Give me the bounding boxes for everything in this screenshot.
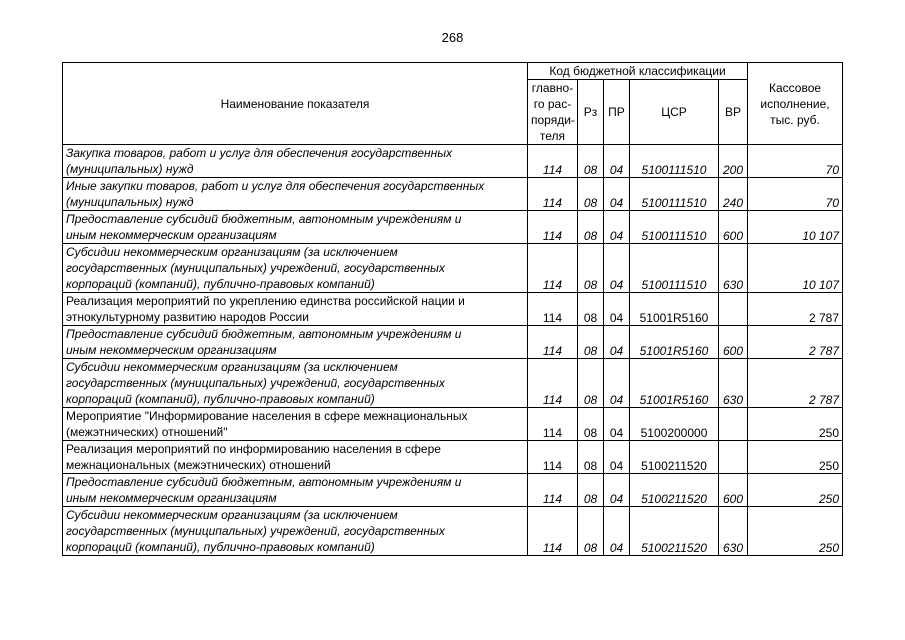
table-row (63, 408, 843, 441)
cell-csr: 51001R5160 (630, 293, 719, 326)
row-name-cell (63, 441, 528, 474)
cell-vr: 630 (719, 359, 748, 408)
cell-glavn: 114 (528, 145, 578, 178)
cell-pr: 04 (604, 441, 630, 474)
table-row (63, 507, 843, 556)
cell-pr: 04 (604, 474, 630, 507)
cell-glavn: 114 (528, 211, 578, 244)
cell-glavn: 114 (528, 507, 578, 556)
cell-glavn: 114 (528, 359, 578, 408)
row-name-cell (63, 474, 528, 507)
cell-amount: 250 (748, 408, 843, 441)
table-row (63, 326, 843, 359)
cell-pr: 04 (604, 178, 630, 211)
cell-rz: 08 (578, 211, 604, 244)
cell-vr: 600 (719, 474, 748, 507)
table-header (63, 63, 843, 145)
row-name-line: (межэтнических) отношений" (66, 425, 228, 439)
cell-csr: 5100111510 (630, 178, 719, 211)
row-name-cell (63, 408, 528, 441)
cell-vr: 630 (719, 507, 748, 556)
cell-glavn: 114 (528, 178, 578, 211)
row-name-line: Иные закупки товаров, работ и услуг для обеспечения государственных (66, 179, 485, 193)
glavn-header-line: поряди- (531, 113, 575, 127)
budget-table (62, 62, 843, 556)
glavn-header-line: го рас- (533, 97, 572, 111)
column-header-name: Наименование показателя (63, 63, 528, 145)
row-name-line: государственных (муниципальных) учреждений, государственных (66, 261, 445, 275)
cell-amount: 250 (748, 507, 843, 556)
row-name-cell (63, 244, 528, 293)
cell-amount: 70 (748, 145, 843, 178)
column-header-rz: Рз (578, 80, 604, 145)
row-name-cell (63, 326, 528, 359)
row-name-line: Субсидии некоммерческим организациям (за исключением (66, 508, 398, 522)
cell-rz: 08 (578, 441, 604, 474)
cell-glavn: 114 (528, 293, 578, 326)
cell-pr: 04 (604, 359, 630, 408)
row-name-line: Субсидии некоммерческим организациям (за исключением (66, 360, 398, 374)
amount-header-line: тыс. руб. (770, 112, 820, 127)
cell-pr: 04 (604, 326, 630, 359)
row-name-line: Предоставление субсидий бюджетным, автономным учреждениям и (66, 475, 462, 489)
cell-pr: 04 (604, 408, 630, 441)
table-body (63, 145, 843, 556)
row-name-line: (муниципальных) нужд (66, 195, 194, 209)
row-name-cell (63, 145, 528, 178)
amount-header-line: исполнение, (760, 96, 830, 111)
row-name-line: Закупка товаров, работ и услуг для обеспечения государственных (66, 146, 453, 160)
cell-rz: 08 (578, 359, 604, 408)
row-name-cell (63, 211, 528, 244)
cell-rz: 08 (578, 474, 604, 507)
table-row (63, 211, 843, 244)
cell-vr: 600 (719, 326, 748, 359)
cell-rz: 08 (578, 244, 604, 293)
cell-rz: 08 (578, 326, 604, 359)
cell-amount: 10 107 (748, 244, 843, 293)
row-name-line: этнокультурному развитию народов России (66, 310, 309, 324)
row-name-cell (63, 359, 528, 408)
cell-csr: 5100111510 (630, 244, 719, 293)
cell-amount: 2 787 (748, 293, 843, 326)
cell-csr: 5100111510 (630, 145, 719, 178)
row-name-line: Субсидии некоммерческим организациям (за исключением (66, 245, 398, 259)
table-row (63, 244, 843, 293)
cell-glavn: 114 (528, 441, 578, 474)
cell-amount: 2 787 (748, 359, 843, 408)
cell-vr: 200 (719, 145, 748, 178)
cell-pr: 04 (604, 244, 630, 293)
column-header-amount (748, 63, 843, 145)
amount-header-line: Кассовое (768, 80, 822, 95)
table-row (63, 474, 843, 507)
cell-vr (719, 408, 748, 441)
cell-pr: 04 (604, 507, 630, 556)
cell-amount: 250 (748, 441, 843, 474)
column-header-pr: ПР (604, 80, 630, 145)
row-name-line: Реализация мероприятий по информированию населения в сфере (66, 442, 441, 456)
cell-vr: 630 (719, 244, 748, 293)
cell-glavn: 114 (528, 244, 578, 293)
table-row (63, 145, 843, 178)
row-name-line: Реализация мероприятий по укреплению единства российской нации и (66, 294, 465, 308)
glavn-header-line: теля (539, 129, 566, 143)
cell-glavn: 114 (528, 474, 578, 507)
row-name-cell (63, 178, 528, 211)
cell-glavn: 114 (528, 326, 578, 359)
column-header-glavn (528, 80, 578, 145)
cell-vr (719, 293, 748, 326)
row-name-line: Предоставление субсидий бюджетным, автономным учреждениям и (66, 327, 462, 341)
row-name-line: Мероприятие "Информирование населения в сфере межнациональных (66, 409, 468, 423)
cell-csr: 5100200000 (630, 408, 719, 441)
cell-rz: 08 (578, 178, 604, 211)
cell-vr: 240 (719, 178, 748, 211)
cell-csr: 51001R5160 (630, 326, 719, 359)
row-name-line: иным некоммерческим организациям (66, 343, 277, 357)
cell-pr: 04 (604, 211, 630, 244)
column-header-code-group: Код бюджетной классификации (528, 63, 748, 80)
row-name-line: Предоставление субсидий бюджетным, автономным учреждениям и (66, 212, 462, 226)
row-name-line: корпораций (компаний), публично-правовых компаний) (66, 392, 375, 406)
row-name-cell (63, 507, 528, 556)
cell-vr (719, 441, 748, 474)
cell-csr: 5100211520 (630, 474, 719, 507)
cell-csr: 51001R5160 (630, 359, 719, 408)
row-name-line: иным некоммерческим организациям (66, 228, 277, 242)
cell-amount: 10 107 (748, 211, 843, 244)
cell-csr: 5100211520 (630, 507, 719, 556)
cell-amount: 70 (748, 178, 843, 211)
table-row (63, 293, 843, 326)
table-row (63, 359, 843, 408)
cell-rz: 08 (578, 293, 604, 326)
column-header-vr: ВР (719, 80, 748, 145)
cell-csr: 5100111510 (630, 211, 719, 244)
page-number: 268 (441, 30, 464, 45)
row-name-cell (63, 293, 528, 326)
row-name-line: корпораций (компаний), публично-правовых компаний) (66, 540, 375, 554)
cell-rz: 08 (578, 507, 604, 556)
table-row (63, 178, 843, 211)
row-name-line: государственных (муниципальных) учреждений, государственных (66, 376, 445, 390)
row-name-line: иным некоммерческим организациям (66, 491, 277, 505)
cell-csr: 5100211520 (630, 441, 719, 474)
table-row (63, 441, 843, 474)
row-name-line: корпораций (компаний), публично-правовых компаний) (66, 277, 375, 291)
cell-rz: 08 (578, 408, 604, 441)
cell-amount: 2 787 (748, 326, 843, 359)
cell-glavn: 114 (528, 408, 578, 441)
column-header-csr: ЦСР (630, 80, 719, 145)
cell-amount: 250 (748, 474, 843, 507)
cell-pr: 04 (604, 145, 630, 178)
glavn-header-line: главно- (531, 81, 574, 95)
row-name-line: межнациональных (межэтнических) отношений (66, 458, 331, 472)
cell-vr: 600 (719, 211, 748, 244)
cell-pr: 04 (604, 293, 630, 326)
row-name-line: (муниципальных) нужд (66, 162, 194, 176)
row-name-line: государственных (муниципальных) учреждений, государственных (66, 524, 445, 538)
cell-rz: 08 (578, 145, 604, 178)
